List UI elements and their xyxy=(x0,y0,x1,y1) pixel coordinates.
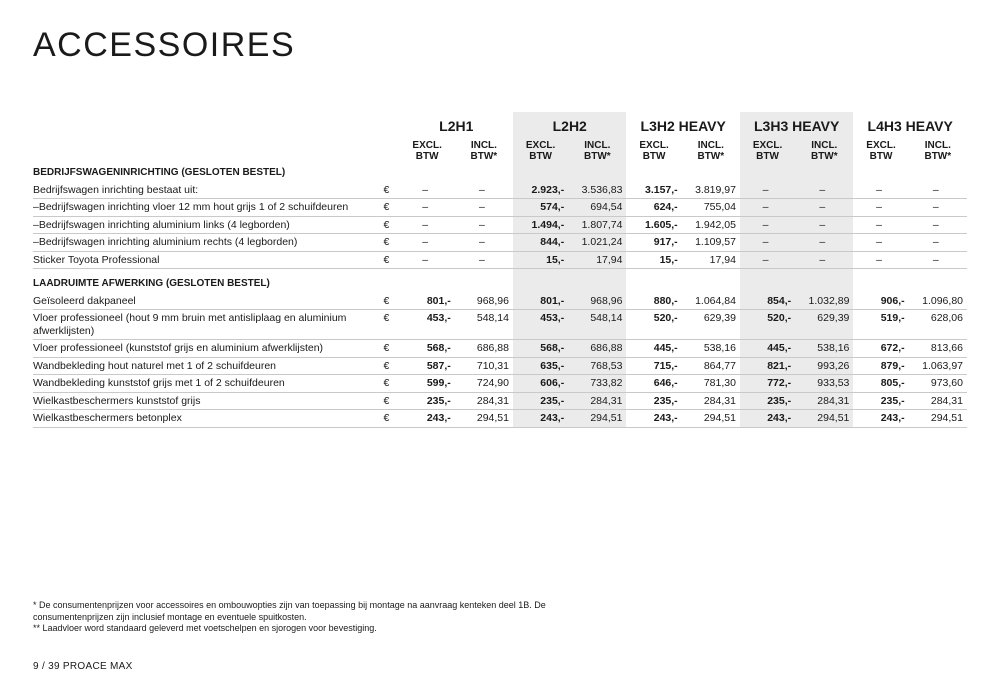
footnote: ** Laadvloer word standaard geleverd met voetschelpen en sjorogen voor bevestiging. xyxy=(33,623,377,633)
price-excl-btw: – xyxy=(400,199,455,217)
price-excl-btw: 854,- xyxy=(740,293,795,310)
section-heading-row xyxy=(33,275,967,293)
price-incl-btw: 1.109,57 xyxy=(682,234,740,252)
price-incl-btw: – xyxy=(795,216,853,234)
price-excl-btw: 606,- xyxy=(513,375,568,393)
price-excl-btw: 2.923,- xyxy=(513,182,568,199)
price-excl-btw: 445,- xyxy=(626,340,681,358)
table-row xyxy=(33,182,967,199)
price-incl-btw: 3.819,97 xyxy=(682,182,740,199)
currency-symbol: € xyxy=(379,310,399,340)
price-incl-btw: 864,77 xyxy=(682,357,740,375)
row-label: Wielkastbeschermers kunststof grijs xyxy=(33,392,379,410)
excl-btw-header: EXCL. BTW xyxy=(866,140,896,162)
price-incl-btw: 294,51 xyxy=(909,410,967,428)
price-excl-btw: – xyxy=(853,199,908,217)
price-incl-btw: – xyxy=(909,216,967,234)
price-excl-btw: – xyxy=(400,251,455,269)
price-incl-btw: 538,16 xyxy=(682,340,740,358)
accessories-price-table xyxy=(33,112,967,428)
price-excl-btw: 635,- xyxy=(513,357,568,375)
price-incl-btw: 973,60 xyxy=(909,375,967,393)
price-incl-btw: 629,39 xyxy=(682,310,740,340)
price-incl-btw: – xyxy=(909,251,967,269)
price-incl-btw: – xyxy=(909,234,967,252)
price-incl-btw: – xyxy=(909,182,967,199)
price-incl-btw: 694,54 xyxy=(568,199,626,217)
price-excl-btw: 906,- xyxy=(853,293,908,310)
excl-btw-header: EXCL. BTW xyxy=(513,140,568,164)
price-incl-btw: 1.063,97 xyxy=(909,357,967,375)
excl-btw-header: EXCL. BTW xyxy=(412,140,442,162)
price-excl-btw: 243,- xyxy=(513,410,568,428)
price-excl-btw: 715,- xyxy=(626,357,681,375)
price-incl-btw: 548,14 xyxy=(455,310,513,340)
price-incl-btw: 17,94 xyxy=(682,251,740,269)
price-excl-btw: 879,- xyxy=(853,357,908,375)
price-excl-btw: 519,- xyxy=(853,310,908,340)
currency-symbol: € xyxy=(379,392,399,410)
column-group-header-row xyxy=(33,112,967,140)
price-excl-btw: 574,- xyxy=(513,199,568,217)
page-title: ACCESSOIRES xyxy=(33,26,296,64)
currency-symbol: € xyxy=(379,375,399,393)
price-excl-btw: – xyxy=(400,216,455,234)
incl-btw-header: INCL. BTW* xyxy=(697,140,725,162)
price-incl-btw: 768,53 xyxy=(568,357,626,375)
price-incl-btw: – xyxy=(795,182,853,199)
price-incl-btw: 1.096,80 xyxy=(909,293,967,310)
price-excl-btw: 880,- xyxy=(626,293,681,310)
excl-btw-header: EXCL. BTW xyxy=(639,140,669,162)
price-incl-btw: 755,04 xyxy=(682,199,740,217)
price-incl-btw: 548,14 xyxy=(568,310,626,340)
price-excl-btw: 243,- xyxy=(626,410,681,428)
column-subheader-row xyxy=(33,140,967,164)
row-label: Sticker Toyota Professional xyxy=(33,251,379,269)
table-row xyxy=(33,392,967,410)
price-incl-btw: – xyxy=(455,234,513,252)
price-incl-btw: 284,31 xyxy=(795,392,853,410)
model-column-header: L2H1 xyxy=(439,117,474,134)
price-incl-btw: – xyxy=(455,182,513,199)
price-incl-btw: 968,96 xyxy=(455,293,513,310)
model-column-header: L2H2 xyxy=(513,112,626,140)
table-row xyxy=(33,357,967,375)
price-incl-btw: 1.064,84 xyxy=(682,293,740,310)
price-incl-btw: 1.942,05 xyxy=(682,216,740,234)
price-excl-btw: 624,- xyxy=(626,199,681,217)
price-excl-btw: – xyxy=(740,251,795,269)
row-label: Geïsoleerd dakpaneel xyxy=(33,293,379,310)
incl-btw-header: INCL. BTW* xyxy=(470,140,498,162)
price-incl-btw: 284,31 xyxy=(568,392,626,410)
price-excl-btw: 235,- xyxy=(513,392,568,410)
row-label: Vloer professioneel (hout 9 mm bruin met antisliplaag en aluminium afwerklijsten) xyxy=(33,310,379,340)
price-excl-btw: 520,- xyxy=(740,310,795,340)
price-incl-btw: 686,88 xyxy=(455,340,513,358)
price-excl-btw: 3.157,- xyxy=(626,182,681,199)
price-excl-btw: 15,- xyxy=(513,251,568,269)
row-label: –Bedrijfswagen inrichting aluminium rechts (4 legborden) xyxy=(33,234,379,252)
price-incl-btw: 284,31 xyxy=(455,392,513,410)
price-excl-btw: 235,- xyxy=(400,392,455,410)
price-excl-btw: 672,- xyxy=(853,340,908,358)
price-excl-btw: 587,- xyxy=(400,357,455,375)
price-incl-btw: 724,90 xyxy=(455,375,513,393)
price-incl-btw: – xyxy=(795,234,853,252)
price-excl-btw: 520,- xyxy=(626,310,681,340)
price-incl-btw: 17,94 xyxy=(568,251,626,269)
price-incl-btw: 781,30 xyxy=(682,375,740,393)
price-excl-btw: 805,- xyxy=(853,375,908,393)
price-incl-btw: 294,51 xyxy=(568,410,626,428)
price-incl-btw: 1.807,74 xyxy=(568,216,626,234)
price-incl-btw: 993,26 xyxy=(795,357,853,375)
price-incl-btw: – xyxy=(455,199,513,217)
price-incl-btw: 933,53 xyxy=(795,375,853,393)
price-excl-btw: 453,- xyxy=(513,310,568,340)
price-excl-btw: 801,- xyxy=(400,293,455,310)
price-incl-btw: 733,82 xyxy=(568,375,626,393)
model-column-header: L4H3 HEAVY xyxy=(867,117,953,134)
footnote: * De consumentenprijzen voor accessoires en ombouwopties zijn van toepassing bij montage na aanvraag kenteken deel 1B. De consumentenprijzen zijn inclusief montage en eventuele spuitkosten. xyxy=(33,600,546,622)
currency-symbol: € xyxy=(379,251,399,269)
price-incl-btw: – xyxy=(795,251,853,269)
incl-btw-header: INCL. BTW* xyxy=(568,140,626,164)
price-incl-btw: 1.021,24 xyxy=(568,234,626,252)
currency-symbol: € xyxy=(379,293,399,310)
table-row xyxy=(33,216,967,234)
price-excl-btw: 917,- xyxy=(626,234,681,252)
price-excl-btw: 821,- xyxy=(740,357,795,375)
currency-symbol: € xyxy=(379,216,399,234)
currency-symbol: € xyxy=(379,357,399,375)
section-heading-row xyxy=(33,164,967,182)
price-excl-btw: – xyxy=(740,199,795,217)
row-label: –Bedrijfswagen inrichting vloer 12 mm hout grijs 1 of 2 schuifdeuren xyxy=(33,199,379,217)
row-label: Vloer professioneel (kunststof grijs en aluminium afwerklijsten) xyxy=(33,340,379,358)
price-excl-btw: 445,- xyxy=(740,340,795,358)
price-incl-btw: 628,06 xyxy=(909,310,967,340)
row-label: Wielkastbeschermers betonplex xyxy=(33,410,379,428)
price-incl-btw: – xyxy=(795,199,853,217)
price-incl-btw: – xyxy=(909,199,967,217)
price-excl-btw: 801,- xyxy=(513,293,568,310)
header-spacer xyxy=(33,140,379,164)
header-spacer xyxy=(379,112,399,140)
excl-btw-header: EXCL. BTW xyxy=(740,140,795,164)
price-incl-btw: 294,51 xyxy=(455,410,513,428)
model-column-header: L3H2 HEAVY xyxy=(640,117,726,134)
price-excl-btw: 235,- xyxy=(853,392,908,410)
price-excl-btw: 772,- xyxy=(740,375,795,393)
price-excl-btw: 235,- xyxy=(626,392,681,410)
table-row xyxy=(33,340,967,358)
currency-symbol: € xyxy=(379,340,399,358)
footnotes xyxy=(33,600,553,635)
incl-btw-header: INCL. BTW* xyxy=(924,140,952,162)
price-excl-btw: 1.494,- xyxy=(513,216,568,234)
table-row xyxy=(33,251,967,269)
price-incl-btw: 686,88 xyxy=(568,340,626,358)
model-column-header: L3H3 HEAVY xyxy=(740,112,853,140)
header-spacer xyxy=(379,140,399,164)
price-incl-btw: – xyxy=(455,216,513,234)
price-incl-btw: 3.536,83 xyxy=(568,182,626,199)
price-excl-btw: – xyxy=(853,216,908,234)
price-excl-btw: 453,- xyxy=(400,310,455,340)
section-title: LAADRUIMTE AFWERKING (GESLOTEN BESTEL) xyxy=(33,278,270,289)
currency-symbol: € xyxy=(379,199,399,217)
price-excl-btw: 646,- xyxy=(626,375,681,393)
price-excl-btw: – xyxy=(740,216,795,234)
price-excl-btw: 243,- xyxy=(400,410,455,428)
price-excl-btw: – xyxy=(740,182,795,199)
price-incl-btw: 284,31 xyxy=(682,392,740,410)
price-excl-btw: 243,- xyxy=(853,410,908,428)
row-label: Wandbekleding hout naturel met 1 of 2 schuifdeuren xyxy=(33,357,379,375)
price-excl-btw: 235,- xyxy=(740,392,795,410)
incl-btw-header: INCL. BTW* xyxy=(795,140,853,164)
price-incl-btw: – xyxy=(455,251,513,269)
currency-symbol: € xyxy=(379,410,399,428)
page-footer: 9 / 39 PROACE MAX xyxy=(33,661,133,672)
price-excl-btw: 243,- xyxy=(740,410,795,428)
price-incl-btw: 294,51 xyxy=(795,410,853,428)
price-excl-btw: 1.605,- xyxy=(626,216,681,234)
price-incl-btw: 538,16 xyxy=(795,340,853,358)
price-excl-btw: – xyxy=(400,234,455,252)
price-excl-btw: – xyxy=(853,234,908,252)
header-spacer xyxy=(33,112,379,140)
price-excl-btw: – xyxy=(853,251,908,269)
price-excl-btw: – xyxy=(853,182,908,199)
price-excl-btw: 599,- xyxy=(400,375,455,393)
currency-symbol: € xyxy=(379,182,399,199)
price-incl-btw: 813,66 xyxy=(909,340,967,358)
currency-symbol: € xyxy=(379,234,399,252)
table-row xyxy=(33,293,967,310)
price-excl-btw: – xyxy=(740,234,795,252)
price-incl-btw: 294,51 xyxy=(682,410,740,428)
row-label: –Bedrijfswagen inrichting aluminium links (4 legborden) xyxy=(33,216,379,234)
price-incl-btw: 629,39 xyxy=(795,310,853,340)
price-excl-btw: 568,- xyxy=(513,340,568,358)
price-excl-btw: – xyxy=(400,182,455,199)
price-excl-btw: 844,- xyxy=(513,234,568,252)
price-incl-btw: 968,96 xyxy=(568,293,626,310)
price-incl-btw: 284,31 xyxy=(909,392,967,410)
table-row xyxy=(33,410,967,428)
row-label: Bedrijfswagen inrichting bestaat uit: xyxy=(33,182,379,199)
table-row xyxy=(33,310,967,340)
section-title: BEDRIJFSWAGENINRICHTING (GESLOTEN BESTEL) xyxy=(33,167,286,178)
price-incl-btw: 1.032,89 xyxy=(795,293,853,310)
table-row xyxy=(33,234,967,252)
table-row xyxy=(33,375,967,393)
price-excl-btw: 568,- xyxy=(400,340,455,358)
price-excl-btw: 15,- xyxy=(626,251,681,269)
row-label: Wandbekleding kunststof grijs met 1 of 2 schuifdeuren xyxy=(33,375,379,393)
price-incl-btw: 710,31 xyxy=(455,357,513,375)
table-row xyxy=(33,199,967,217)
